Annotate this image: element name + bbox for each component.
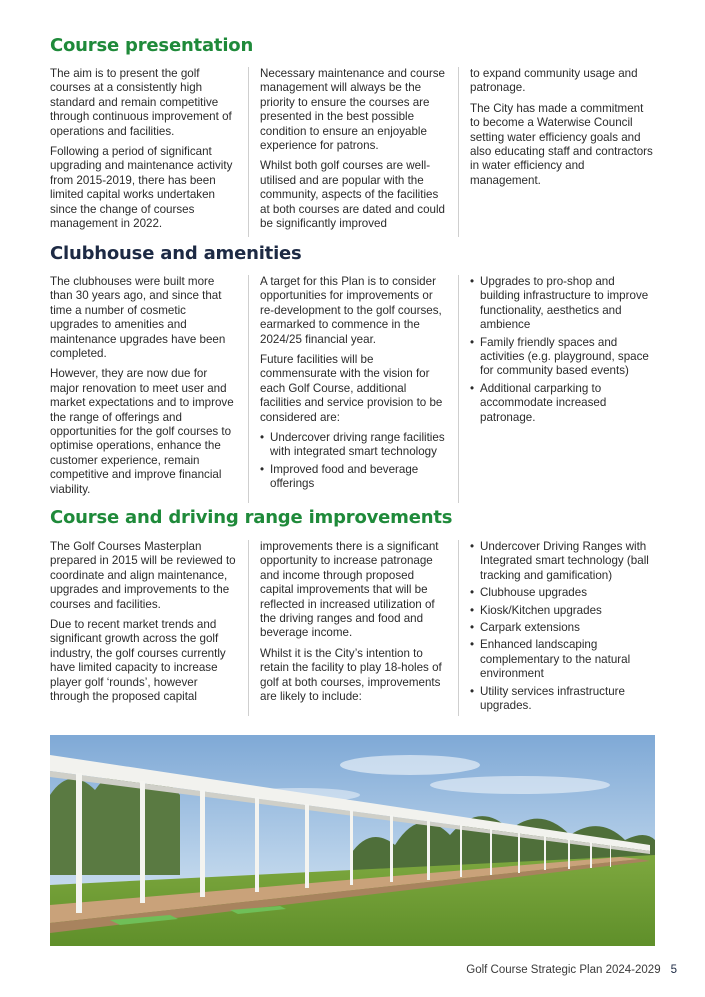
list-item: • Family friendly spaces and activities (e.g. playground, space for community based events) <box>470 336 655 379</box>
list-item: • Improved food and beverage offerings <box>260 463 448 492</box>
list-item: • Undercover Driving Ranges with Integrated smart technology (ball tracking and gamification) <box>470 540 655 583</box>
list-item: • Carpark extensions <box>470 621 655 635</box>
paragraph: Following a period of significant upgrading and maintenance activity from 2015-2019, there has been limited capital works undertaken since the change of courses management in 2022. <box>50 145 233 231</box>
driving-range-illustration <box>50 735 655 946</box>
page-number: 5 <box>670 964 677 976</box>
column-3 <box>458 67 655 237</box>
paragraph: Whilst both golf courses are well-utilised and are popular with the community, aspects of the facilities at both courses are dated and could be significantly improved <box>260 159 445 231</box>
paragraph: Due to recent market trends and significant growth across the golf industry, the golf courses currently have limited capacity to increase player golf ‘rounds’, however through the proposed capital <box>50 618 226 704</box>
driving-range-columns <box>50 540 655 716</box>
list-item: • Undercover driving range facilities with integrated smart technology <box>260 431 448 460</box>
bullet-list <box>260 431 448 492</box>
column-3 <box>458 540 655 716</box>
list-item: • Utility services infrastructure upgrades. <box>470 685 655 714</box>
paragraph: to expand community usage and patronage. <box>470 67 638 95</box>
clubhouse-heading: Clubhouse and amenities <box>50 243 302 264</box>
column-3 <box>458 275 655 503</box>
paragraph: Necessary maintenance and course management will always be the priority to ensure the courses are presented in the best possible condition to ensure an enjoyable experience for patrons. <box>260 67 445 153</box>
bullet-list <box>470 275 655 425</box>
paragraph: The City has made a commitment to become a Waterwise Council setting water efficiency goals and also educating staff and contractors in water efficiency and management. <box>470 101 653 187</box>
column-1 <box>50 275 248 503</box>
column-2 <box>248 540 458 716</box>
driving-range-photo <box>50 735 655 946</box>
paragraph: The aim is to present the golf courses at a consistently high standard and remain competitive through continuous improvement of operations and facilities. <box>50 67 232 138</box>
list-item: • Upgrades to pro-shop and building infrastructure to improve functionality, aesthetics and ambience <box>470 275 655 333</box>
list-item: • Kiosk/Kitchen upgrades <box>470 604 655 618</box>
paragraph: A target for this Plan is to consider opportunities for improvements or re-development to the golf courses, earmarked to commence in the 2024/25 financial year. <box>260 275 442 346</box>
column-1 <box>50 540 248 716</box>
list-item: • Enhanced landscaping complementary to the natural environment <box>470 638 655 681</box>
list-item: • Additional carparking to accommodate increased patronage. <box>470 382 655 425</box>
list-item: • Clubhouse upgrades <box>470 586 655 600</box>
paragraph: Future facilities will be commensurate with the vision for each Golf Course, additional facilities and service provision to be considered are: <box>260 353 443 424</box>
paragraph: However, they are now due for major renovation to meet user and market expectations and to improve the range of offerings and opportunities for the golf courses to optimise operations, enhance the customer experience, remain competitive and improve financial viability. <box>50 367 234 496</box>
driving-range-heading: Course and driving range improvements <box>50 507 453 528</box>
paragraph: improvements there is a significant opportunity to increase patronage and income through proposed capital improvements that will be reflected in increased utilization of the driving ranges and food and beverage income. <box>260 540 439 640</box>
page-footer <box>466 964 677 976</box>
bullet-list <box>470 540 655 713</box>
paragraph: The Golf Courses Masterplan prepared in 2015 will be reviewed to coordinate and align maintenance, upgrades and improvements to the courses and facilities. <box>50 540 236 611</box>
footer-title: Golf Course Strategic Plan 2024-2029 <box>466 964 661 976</box>
course-presentation-heading: Course presentation <box>50 35 254 56</box>
paragraph: Whilst it is the City’s intention to retain the facility to play 18-holes of golf at both courses, improvements are likely to include: <box>260 646 442 704</box>
clubhouse-columns <box>50 275 655 503</box>
course-presentation-columns <box>50 67 655 237</box>
column-2 <box>248 275 458 503</box>
column-2 <box>248 67 458 237</box>
column-1 <box>50 67 248 237</box>
paragraph: The clubhouses were built more than 30 years ago, and since that time a number of cosmetic upgrades to amenities and maintenance upgrades have been completed. <box>50 275 226 361</box>
